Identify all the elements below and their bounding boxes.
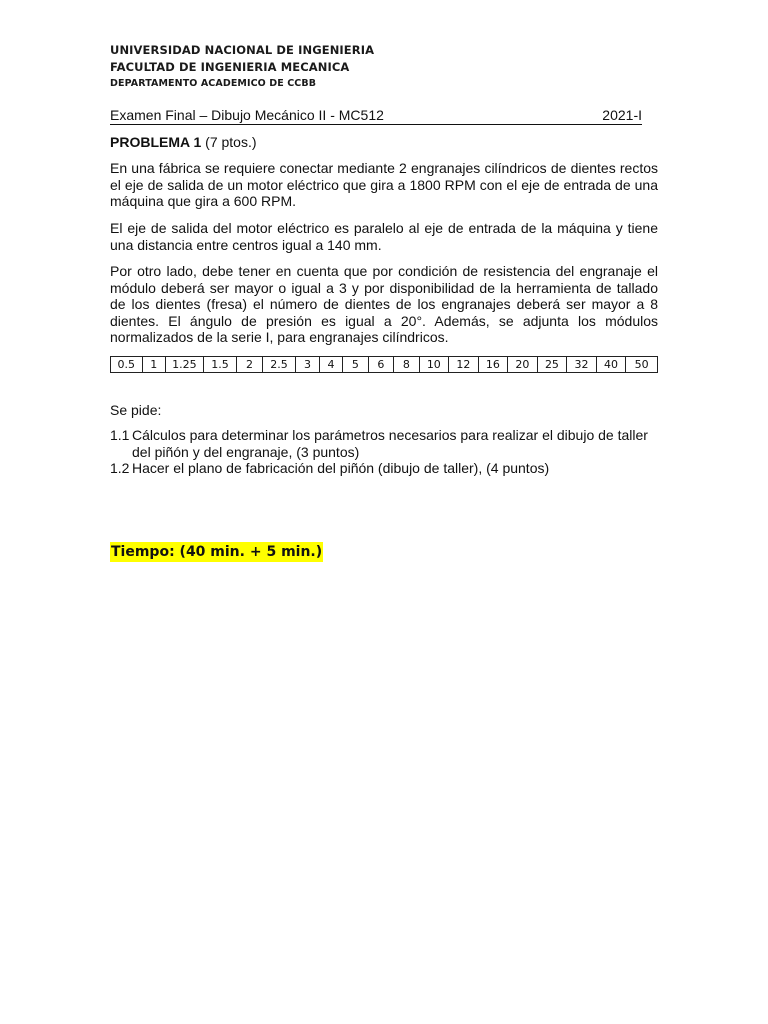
department-name: DEPARTAMENTO ACADEMICO DE CCBB	[110, 78, 317, 89]
task-number: 1.2	[110, 460, 130, 476]
module-cell: 8	[394, 357, 419, 373]
exam-term: 2021-I	[602, 107, 642, 123]
module-cell: 1.25	[165, 357, 203, 373]
task-number: 1.1	[110, 427, 130, 443]
institution-header	[110, 42, 374, 91]
request-intro: Se pide:	[110, 402, 162, 418]
module-cell: 20	[508, 357, 538, 373]
module-cell: 4	[319, 357, 342, 373]
problem-points: (7 ptos.)	[201, 134, 257, 150]
task-text: Cálculos para determinar los parámetros necesarios para realizar el dibujo de taller del piñón y del engranaje, (3 puntos)	[132, 427, 648, 460]
module-cell: 2	[237, 357, 262, 373]
module-cell: 50	[626, 357, 658, 373]
module-cell: 3	[296, 357, 319, 373]
module-cell: 16	[478, 357, 508, 373]
module-cell: 0.5	[111, 357, 143, 373]
modules-row	[111, 357, 658, 373]
module-cell: 40	[596, 357, 626, 373]
problem-paragraph-1: En una fábrica se requiere conectar mediante 2 engranajes cilíndricos de dientes rectos el eje de salida de un motor eléctrico que gira a 1800 RPM con el eje de entrada de una máquina que gira a 600 RPM.	[110, 160, 658, 209]
module-cell: 5	[343, 357, 368, 373]
task-item	[110, 427, 658, 460]
module-cell: 25	[537, 357, 567, 373]
problem-paragraph-3: Por otro lado, debe tener en cuenta que por condición de resistencia del engranaje el módulo deberá ser mayor o igual a 3 y por disponibilidad de la herramienta de tallado de los dientes (fresa) el número de dientes de los engranajes deberá ser mayor a 8 dientes. El ángulo de presión es igual a 20°. Además, se adjunta los módulos normalizados de la serie I, para engranajes cilíndricos.	[110, 263, 658, 345]
problem-label: PROBLEMA 1	[110, 134, 202, 150]
task-text: Hacer el plano de fabricación del piñón (dibujo de taller), (4 puntos)	[132, 460, 550, 476]
problem-heading	[110, 133, 257, 151]
module-cell: 32	[567, 357, 597, 373]
faculty-name: FACULTAD DE INGENIERIA MECANICA	[110, 60, 350, 74]
module-cell: 1	[142, 357, 165, 373]
module-cell: 10	[419, 357, 449, 373]
modules-table	[110, 356, 658, 373]
module-cell: 2.5	[262, 357, 296, 373]
task-item	[110, 460, 658, 477]
problem-paragraph-2: El eje de salida del motor eléctrico es paralelo al eje de entrada de la máquina y tiene una distancia entre centros igual a 140 mm.	[110, 220, 658, 253]
exam-title: Examen Final – Dibujo Mecánico II - MC512	[110, 107, 384, 123]
task-list	[110, 427, 658, 477]
module-cell: 1.5	[203, 357, 237, 373]
university-name: UNIVERSIDAD NACIONAL DE INGENIERIA	[110, 43, 375, 57]
module-cell: 6	[368, 357, 393, 373]
time-allowance: Tiempo: (40 min. + 5 min.)	[111, 544, 323, 560]
exam-title-row	[110, 106, 642, 125]
module-cell: 12	[449, 357, 479, 373]
